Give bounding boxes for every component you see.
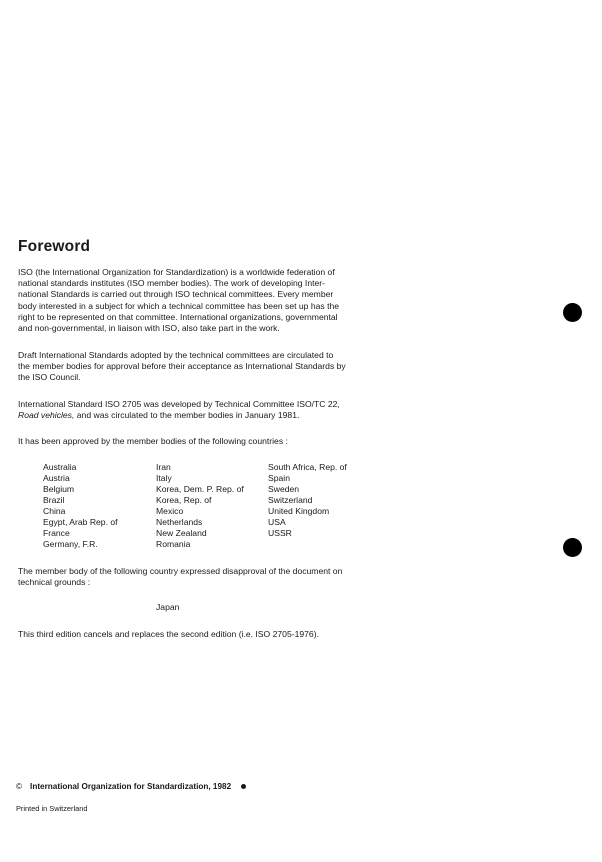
text-segment: and was circulated to the member bodies in January 1981. — [74, 410, 300, 421]
text-line: right to be represented on that committee. International organizations, governmental — [18, 311, 338, 322]
text-line: The member body of the following country expressed disapproval of the document on — [18, 566, 343, 576]
country: Australia — [43, 462, 77, 472]
bullet-icon — [241, 784, 246, 789]
country: Iran — [156, 462, 171, 472]
country: Mexico — [156, 506, 184, 516]
text-line: national Standards is carried out through ISO technical committees. Every member — [18, 289, 334, 300]
country: New Zealand — [156, 528, 207, 538]
country: Italy — [156, 473, 172, 483]
country: Korea, Dem. P. Rep. of — [156, 484, 244, 494]
text-line: technical grounds : — [18, 577, 91, 588]
paragraph-iso-intro — [18, 267, 366, 334]
country: Belgium — [43, 484, 75, 494]
country: United Kingdom — [268, 506, 330, 516]
printed-in-notice: Printed in Switzerland — [16, 804, 88, 813]
country: Germany, F.R. — [43, 539, 98, 549]
copyright-text: International Organization for Standardization, 1982 — [30, 782, 232, 791]
text-line: body interested in a subject for which a technical committee has been set up has the — [18, 300, 340, 311]
country: Austria — [43, 473, 70, 483]
text-line: and non-governmental, in liaison with ISO, also take part in the work. — [18, 323, 280, 334]
text-line: ISO (the International Organization for Standardization) is a worldwide federation of — [18, 267, 335, 277]
copyright-notice — [16, 782, 246, 791]
country: USA — [268, 517, 286, 527]
countries-column-1 — [43, 462, 163, 550]
country: Romania — [156, 539, 191, 549]
text-line: the member bodies for approval before their acceptance as International Standards by — [18, 361, 346, 372]
text-line: the ISO Council. — [18, 372, 81, 383]
country: Netherlands — [156, 517, 203, 527]
text-line: national standards institutes (ISO member bodies). The work of developing Inter- — [18, 278, 325, 289]
countries-column-3 — [268, 462, 388, 539]
page-title: Foreword — [18, 238, 91, 255]
committee-title: Road vehicles, — [18, 410, 75, 421]
text-line — [18, 410, 366, 421]
country: France — [43, 528, 70, 538]
country: Switzerland — [268, 495, 313, 505]
paragraph-draft-standards — [18, 350, 366, 384]
country: South Africa, Rep. of — [268, 462, 347, 472]
country: USSR — [268, 528, 292, 538]
country: Spain — [268, 473, 290, 483]
paragraph-disapproval — [18, 566, 366, 588]
country: Korea, Rep. of — [156, 495, 212, 505]
country: Egypt, Arab Rep. of — [43, 517, 118, 527]
country: Sweden — [268, 484, 300, 494]
text-line: Draft International Standards adopted by the technical committees are circulated to — [18, 350, 334, 360]
countries-column-2 — [156, 462, 276, 550]
copyright-icon: © — [16, 782, 23, 791]
punch-hole-icon — [563, 538, 582, 557]
disapproving-country: Japan — [156, 602, 180, 612]
paragraph-edition-note: This third edition cancels and replaces the second edition (i.e. ISO 2705-1976). — [18, 629, 319, 639]
country: Brazil — [43, 495, 65, 505]
paragraph-approval: It has been approved by the member bodies of the following countries : — [18, 436, 288, 446]
text-line: International Standard ISO 2705 was developed by Technical Committee ISO/TC 22, — [18, 399, 340, 409]
country: China — [43, 506, 66, 516]
paragraph-standard-development — [18, 399, 366, 421]
punch-hole-icon — [563, 303, 582, 322]
